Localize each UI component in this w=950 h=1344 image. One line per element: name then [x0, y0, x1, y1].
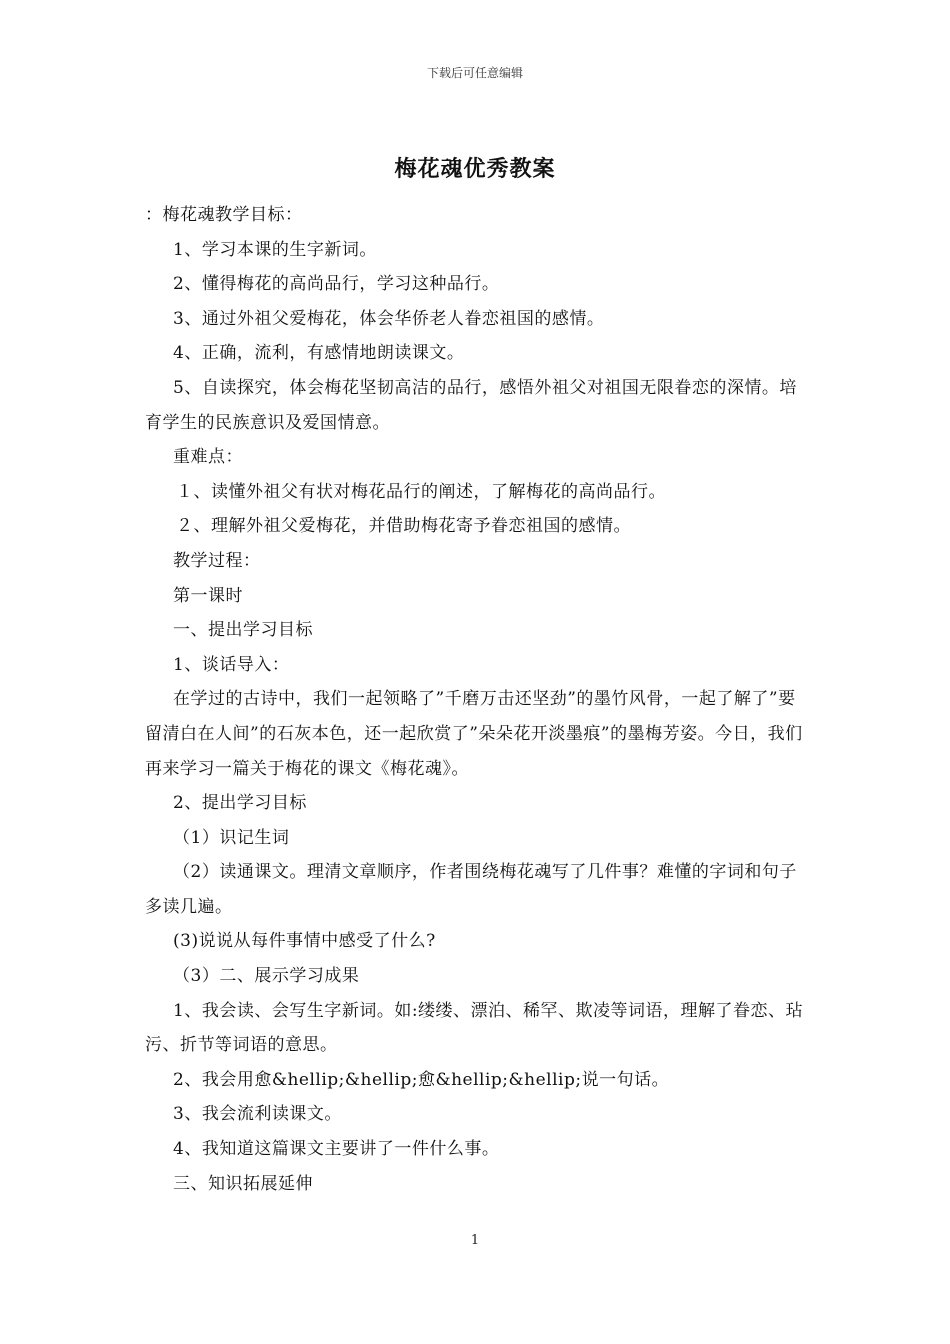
- page-number: 1: [470, 1233, 480, 1248]
- document-body: [145, 198, 807, 1201]
- paragraph-process-heading: 教学过程：: [173, 550, 261, 571]
- paragraph-result-1: 1、我会读、会写生字新词。如:缕缕、漂泊、稀罕、欺凌等词语，理解了眷恋、玷污、折节等词语的意思。: [145, 1000, 804, 1056]
- paragraph-lesson-one: 第一课时: [173, 585, 243, 606]
- document-title: 梅花魂优秀教案: [394, 156, 556, 182]
- page-header: 下载后可任意编辑: [426, 66, 523, 80]
- paragraph-goal-2: （2）读通课文。理清文章顺序，作者围绕梅花魂写了几件事？难懂的字词和句子多读几遍。: [145, 862, 797, 917]
- paragraph-objective-4: 4、正确，流利，有感情地朗读课文。: [173, 343, 465, 364]
- paragraph-result-3: 3、我会流利读课文。: [173, 1104, 342, 1125]
- paragraph-objective-1: 1、学习本课的生字新词。: [173, 239, 377, 260]
- paragraph-objective-2: 2、懂得梅花的高尚品行，学习这种品行。: [173, 274, 500, 295]
- paragraph-section-two: （3）二、展示学习成果: [173, 966, 360, 987]
- paragraph-section-one: 一、提出学习目标: [173, 620, 313, 641]
- paragraph-key-point-1: １、读懂外祖父有状对梅花品行的阐述，了解梅花的高尚品行。: [176, 481, 666, 502]
- paragraph-intro-heading: 1、谈话导入：: [173, 654, 290, 675]
- paragraph-objective-3: 3、通过外祖父爱梅花，体会华侨老人眷恋祖国的感情。: [173, 308, 605, 329]
- paragraph-objectives-heading: ：梅花魂教学目标：: [145, 205, 303, 225]
- paragraph-goal-3: (3)说说从每件事情中感受了什么?: [173, 931, 436, 952]
- paragraph-result-4: 4、我知道这篇课文主要讲了一件什么事。: [173, 1139, 500, 1160]
- paragraph-section-three: 三、知识拓展延伸: [173, 1173, 313, 1194]
- paragraph-intro-text: 在学过的古诗中，我们一起领略了”千磨万击还坚劲”的墨竹风骨，一起了解了”要留清白在人间”的石灰本色，还一起欣赏了”朵朵花开淡墨痕”的墨梅芳姿。今日，我们再来学习一篇关于梅花的课文《梅花魂》。: [145, 689, 803, 779]
- paragraph-objective-5: 5、自读探究，体会梅花坚韧高洁的品行，感悟外祖父对祖国无限眷恋的深情。培育学生的民族意识及爱国情意。: [145, 377, 797, 433]
- paragraph-result-2: 2、我会用愈&hellip;&hellip;愈&hellip;&hellip;说一句话。: [173, 1069, 670, 1090]
- paragraph-goals-heading: 2、提出学习目标: [173, 793, 307, 814]
- paragraph-key-point-2: ２、理解外祖父爱梅花，并借助梅花寄予眷恋祖国的感情。: [176, 516, 631, 537]
- paragraph-key-points-heading: 重难点：: [173, 447, 243, 468]
- paragraph-goal-1: （1）识记生词: [173, 827, 290, 848]
